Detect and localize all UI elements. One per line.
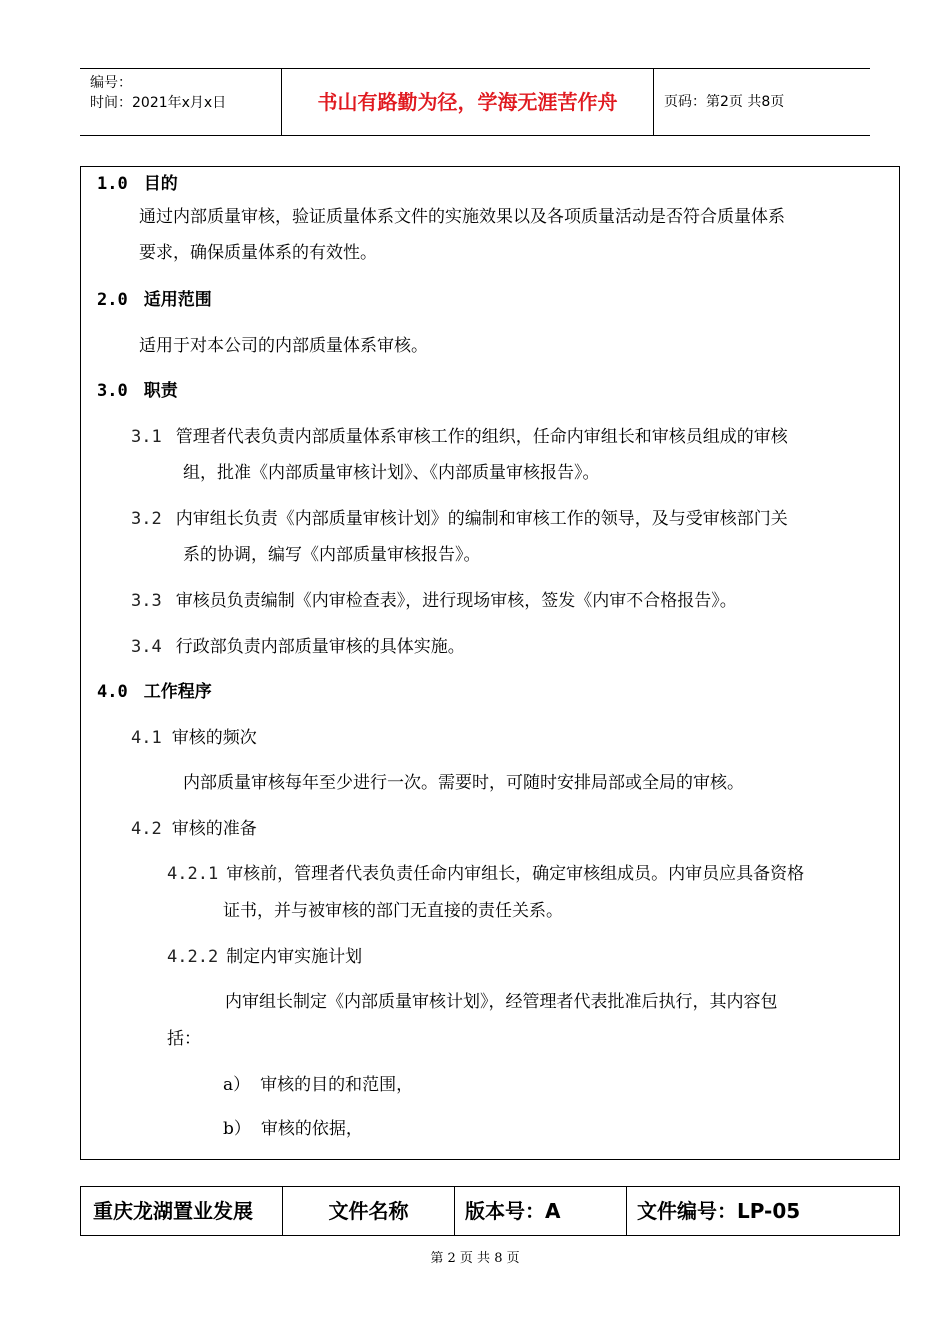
footer-info-table (80, 1186, 900, 1236)
header-meta (80, 69, 282, 135)
list-marker: b） (223, 1119, 251, 1139)
item-text: 审核前，管理者代表负责任命内审组长，确定审核组成员。内审员应具备资格 (226, 864, 805, 884)
paragraph-line: 括： (167, 1029, 201, 1049)
content-box (80, 166, 900, 1160)
list-text: 审核的目的和范围， (260, 1075, 414, 1095)
item-number: 4.2 (131, 819, 162, 839)
section-title: 职责 (143, 381, 178, 401)
item-text: 管理者代表负责内部质量体系审核工作的组织，任命内审组长和审核员组成的审核 (175, 427, 788, 447)
document-name-label: 文件名称 (283, 1187, 455, 1235)
code-label: 编号： (90, 75, 132, 91)
version-label: 版本号：A (455, 1187, 627, 1235)
list-text: 审核的依据， (260, 1119, 363, 1139)
item-3-1 (131, 425, 788, 449)
item-number: 3.4 (131, 637, 162, 657)
section-number: 1.0 (97, 174, 128, 194)
item-title: 审核的准备 (171, 819, 257, 839)
paragraph-line: 适用于对本公司的内部质量体系审核。 (139, 336, 428, 356)
section-2-heading (97, 288, 212, 312)
item-4-1 (131, 726, 257, 750)
section-number: 3.0 (97, 381, 128, 401)
item-4-2-2 (167, 945, 362, 969)
item-4-2 (131, 817, 257, 841)
item-number: 3.2 (131, 509, 162, 529)
section-title: 工作程序 (143, 682, 212, 702)
item-text: 内审组长负责《内部质量审核计划》的编制和审核工作的领导，及与受审核部门关 (175, 509, 788, 529)
section-3-heading (97, 379, 178, 403)
document-number-label: 文件编号：LP-05 (637, 1199, 801, 1223)
list-item-a (223, 1073, 413, 1097)
section-title: 适用范围 (143, 290, 212, 310)
section-1-heading (97, 172, 178, 196)
paragraph-line: 要求，确保质量体系的有效性。 (139, 243, 377, 263)
page-header (80, 68, 870, 136)
item-continuation: 组，批准《内部质量审核计划》、《内部质量审核报告》。 (183, 463, 600, 483)
section-title: 目的 (143, 174, 178, 194)
item-text: 行政部负责内部质量审核的具体实施。 (175, 637, 465, 657)
section-number: 4.0 (97, 682, 128, 702)
time-label: 时间：2021年x月x日 (90, 95, 227, 111)
header-motto: 书山有路勤为径，学海无涯苦作舟 (282, 69, 654, 135)
list-marker: a） (223, 1075, 251, 1095)
item-number: 3.3 (131, 591, 162, 611)
page-number-footer: 第 2 页 共 8 页 (430, 1251, 520, 1266)
item-continuation: 系的协调，编写《内部质量审核报告》。 (183, 545, 481, 565)
header-page-label: 页码：第2页 共8页 (664, 94, 785, 110)
item-number: 3.1 (131, 427, 162, 447)
company-name: 重庆龙湖置业发展 (81, 1187, 283, 1235)
item-text: 审核员负责编制《内审检查表》，进行现场审核，签发《内审不合格报告》。 (175, 591, 737, 611)
item-title: 审核的频次 (171, 728, 257, 748)
section-number: 2.0 (97, 290, 128, 310)
item-number: 4.2.2 (167, 947, 219, 967)
item-title: 制定内审实施计划 (226, 947, 363, 967)
paragraph-line: 内审组长制定《内部质量审核计划》，经管理者代表批准后执行，其内容包 (225, 992, 778, 1012)
item-continuation: 证书，并与被审核的部门无直接的责任关系。 (223, 901, 563, 921)
item-3-3 (131, 589, 737, 613)
list-item-b (223, 1117, 363, 1141)
item-number: 4.1 (131, 728, 162, 748)
section-4-heading (97, 680, 212, 704)
item-4-2-1 (167, 862, 804, 886)
item-3-2 (131, 507, 788, 531)
item-number: 4.2.1 (167, 864, 219, 884)
paragraph-line: 通过内部质量审核，验证质量体系文件的实施效果以及各项质量活动是否符合质量体系 (139, 207, 785, 227)
paragraph-line: 内部质量审核每年至少进行一次。需要时，可随时安排局部或全局的审核。 (183, 773, 744, 793)
item-3-4 (131, 635, 465, 659)
